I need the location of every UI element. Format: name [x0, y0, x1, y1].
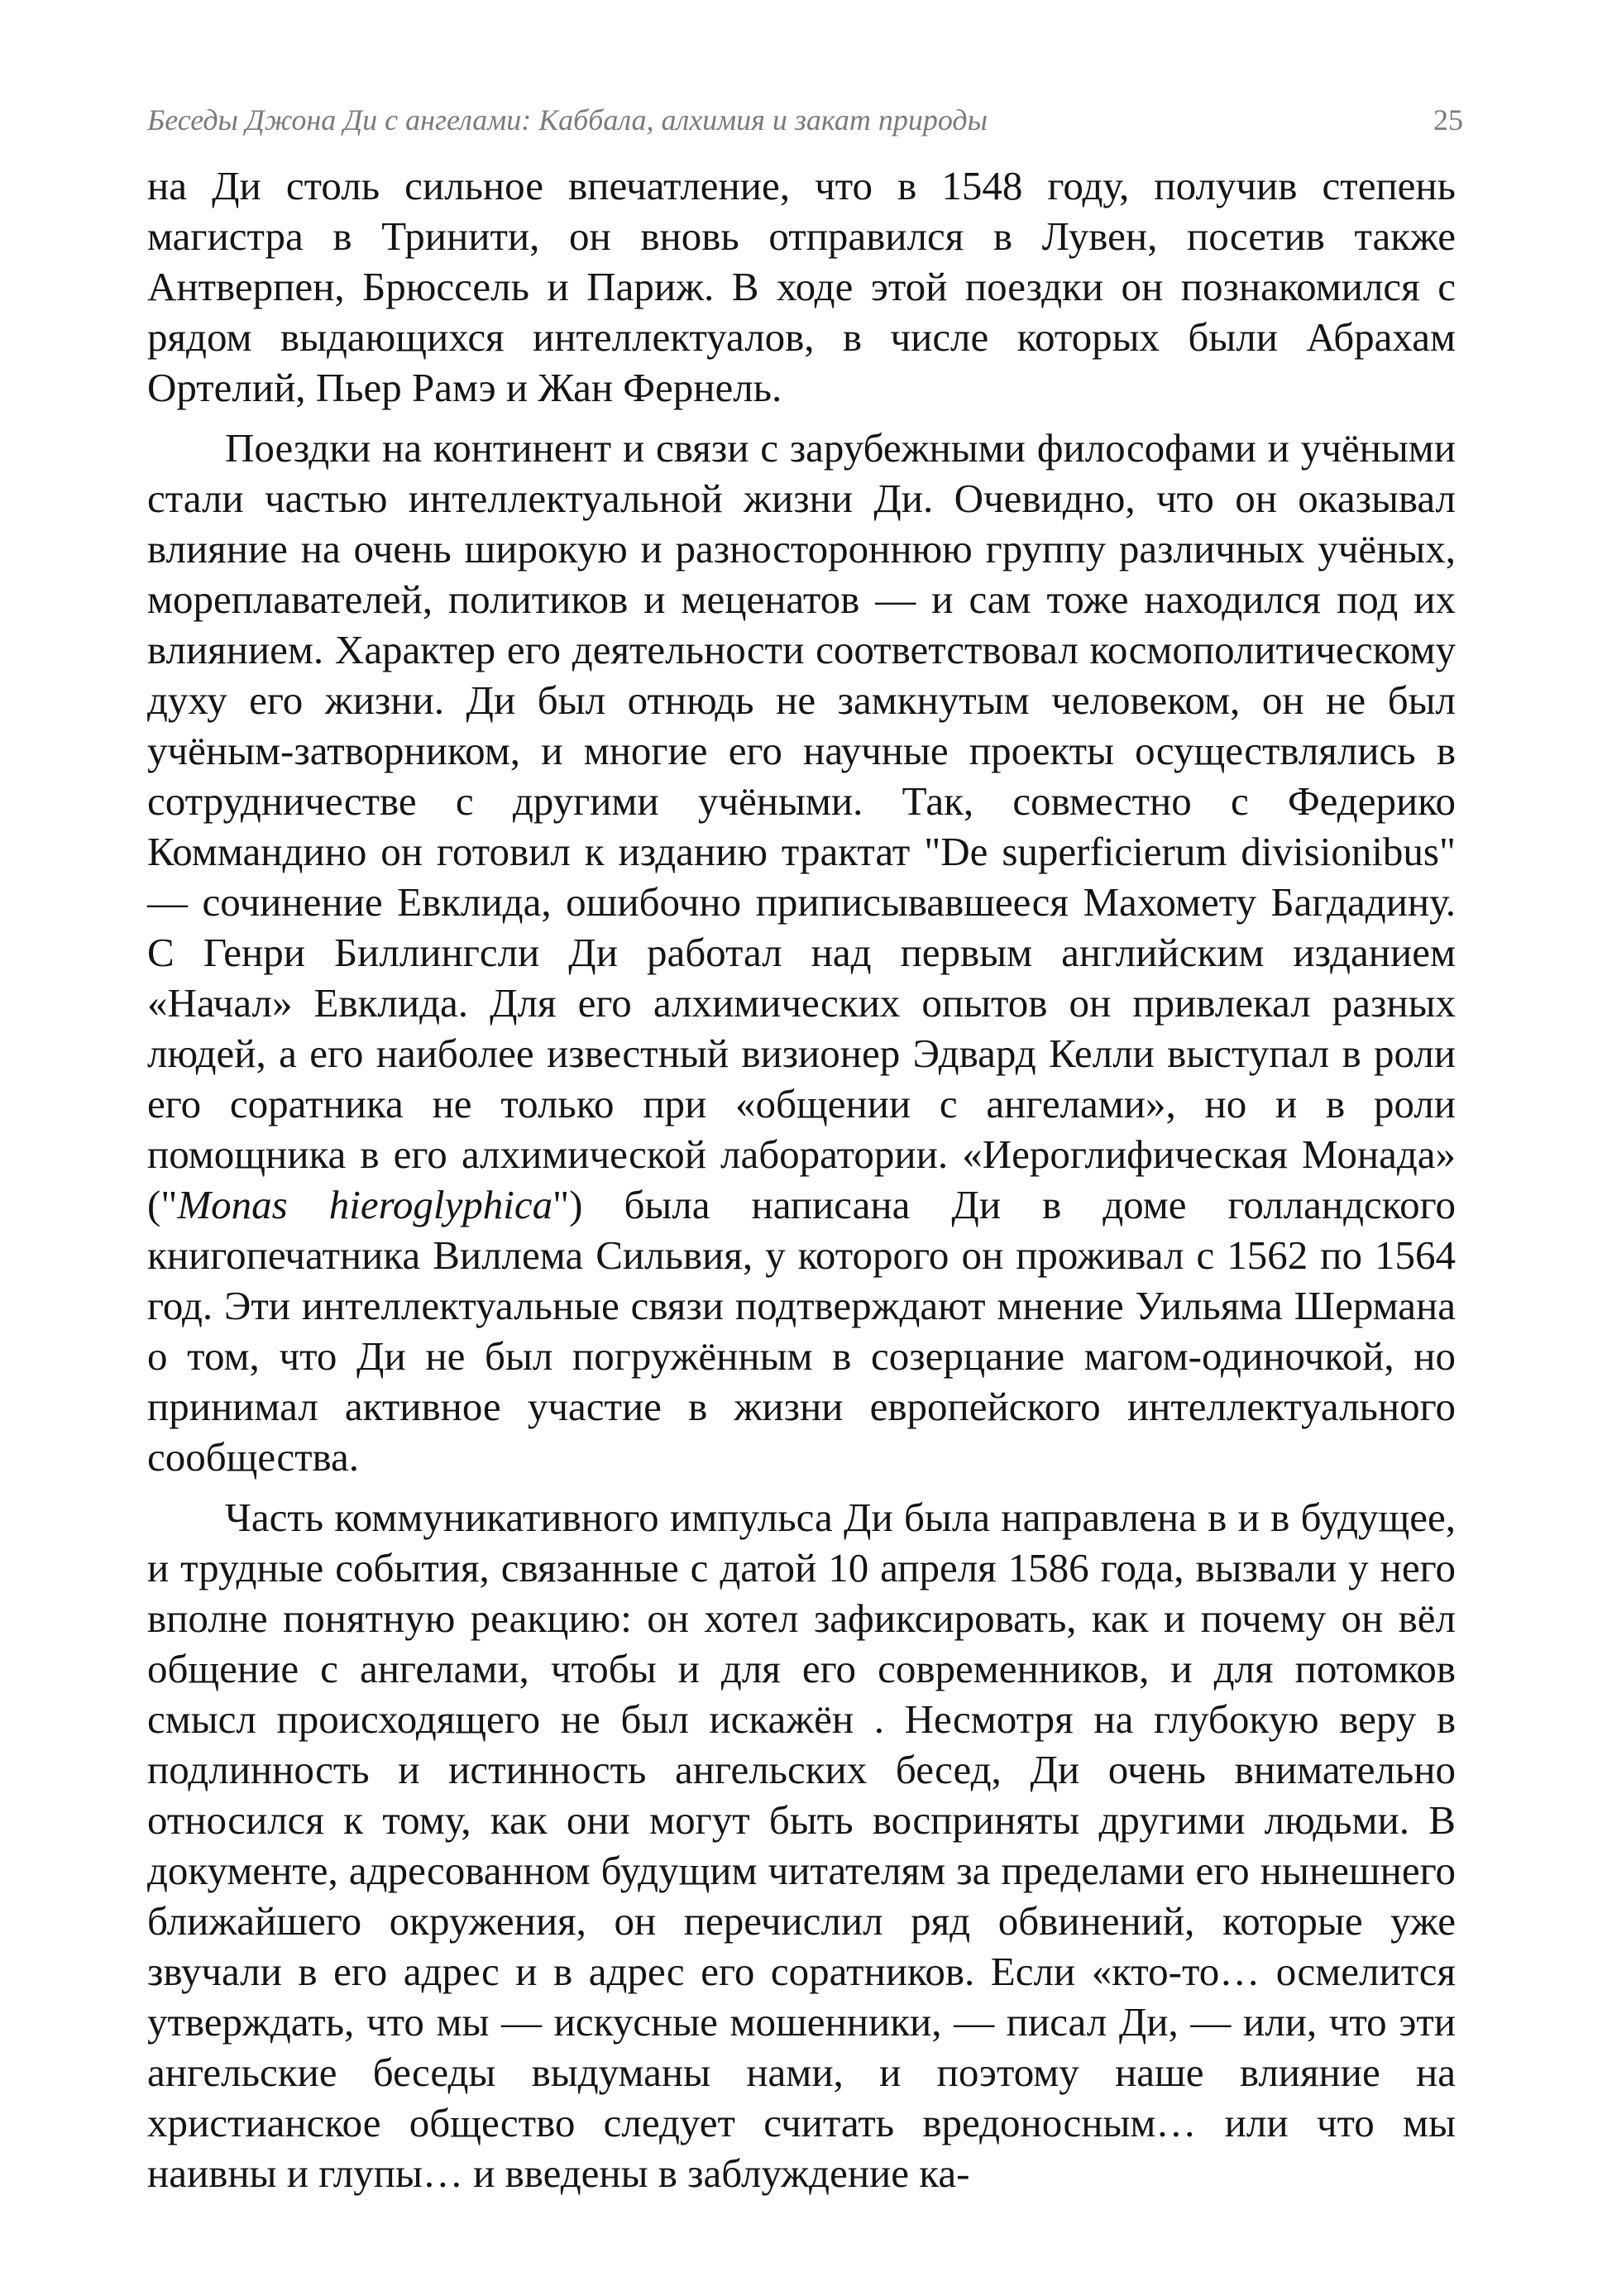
body-text — [147, 160, 1456, 2208]
running-title: Беседы Джона Ди с ангелами: Каббала, алхимия и закат природы — [147, 103, 988, 136]
paragraph-3: Часть коммуникативного импульса Ди была направлена в и в будущее, и трудные события, связанные с датой 10 апреля 1586 года, вызвали у него вполне понятную реакцию: он хотел зафиксировать, как и почему он вёл общение с ангелами, чтобы и для его современников, и для потомков смысл происходящего не был искажён . Несмотря на глубокую веру в подлинность и истинность ангельских бесед, Ди очень внимательно относился к тому, как они могут быть восприняты другими людьми. В документе, адресованном будущим читателям за пределами его нынешнего ближайшего окружения, он перечислил ряд обвинений, которые уже звучали в его адрес и в адрес его соратников. Если «кто-то… осмелится утверждать, что мы — искусные мошенники, — писал Ди, — или, что эти ангельские беседы выдуманы нами, и поэтому наше влияние на христианское общество следует считать вредоносным… или что мы наивны и глупы… и введены в заблуждение ка- — [147, 1495, 1456, 2196]
paragraph-2-text-a: Поездки на континент и связи с зарубежными философами и учёными стали частью интеллектуальной жизни Ди. Очевидно, что он оказывал влияние на очень широкую и разностороннюю группу различных учёных, мореплавателей, политиков и меценатов — и сам тоже находился под их влиянием. Характер его деятельности соответствовал космополитическому духу его жизни. Ди был отнюдь не замкнутым человеком, он не был учёным-затворником, и многие его научные проекты осуществлялись в сотрудничестве с другими учёными. Так, совместно с Федерико Коммандино он готовил к изданию трактат "De superficierum divisionibus" — сочинение Евклида, ошибочно приписывавшееся Махомету Багдадину. С Генри Биллингсли Ди работал над первым английским изданием «Начал» Евклида. Для его алхимических опытов он привлекал разных людей, а его наиболее известный визионер Эдвард Келли выступал в роли его соратника не только при «общении с ангелами», но и в роли помощника в его алхимической лаборатории. «Иероглифическая Монада» (" — [147, 425, 1456, 1227]
paragraph-2 — [147, 423, 1456, 1482]
running-header — [147, 103, 1463, 144]
paragraph-2-text-b: ") была написана Ди в доме голландского книгопечатника Виллема Сильвия, у которого он проживал с 1562 по 1564 год. Эти интеллектуальные связи подтверждают мнение Уильяма Шермана о том, что Ди не был погружённым в созерцание магом-одиночкой, но принимал активное участие в жизни европейского интеллектуального сообщества. — [147, 1182, 1456, 1480]
latin-title-italic: Monas hieroglyphica — [177, 1182, 553, 1227]
page-number: 25 — [1433, 103, 1463, 136]
paragraph-1: на Ди столь сильное впечатление, что в 1548 году, получив степень магистра в Тринити, он вновь отправился в Лувен, посетив также Антверпен, Брюссель и Париж. В ходе этой поездки он познакомился с рядом выдающихся интеллектуалов, в числе которых были Абрахам Ортелий, Пьер Рамэ и Жан Фернель. — [147, 163, 1456, 410]
